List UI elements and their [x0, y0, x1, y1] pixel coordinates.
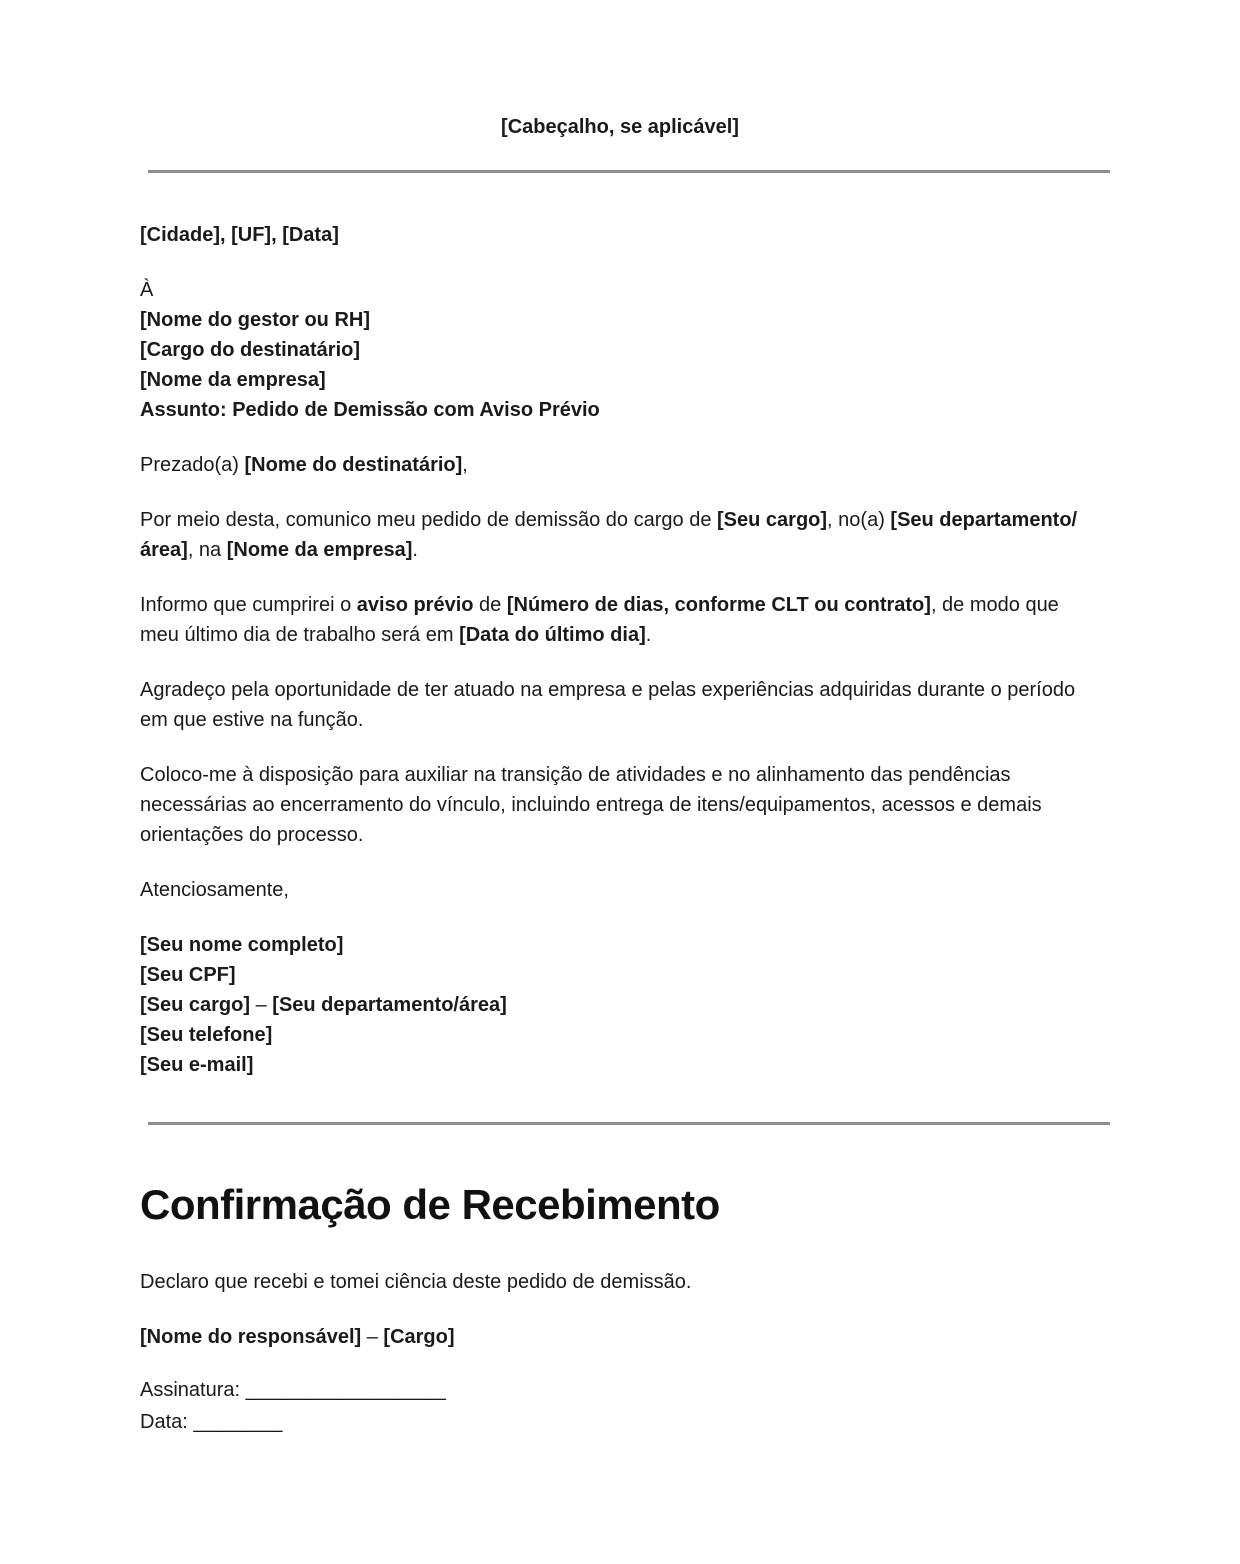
paragraph-resignation-request — [140, 505, 1100, 565]
responsible-separator: – — [361, 1326, 384, 1348]
placeholder-nome-empresa: [Nome da empresa] — [226, 539, 413, 561]
notice-text-4: . — [645, 624, 652, 646]
date-blank-line: ________ — [193, 1411, 283, 1433]
receipt-confirmation-section — [140, 1179, 1100, 1438]
bottom-divider — [148, 1122, 1110, 1125]
placeholder-data-ultimo-dia: [Data do último dia] — [459, 624, 646, 646]
responsible-name-placeholder: [Nome do responsável] — [140, 1326, 362, 1348]
greeting-prefix: Prezado(a) — [140, 454, 245, 476]
signature-field-line — [140, 1374, 1100, 1406]
date-field-line — [140, 1406, 1100, 1438]
request-text-4: . — [412, 539, 418, 561]
paragraph-transition-offer: Coloco-me à disposição para auxiliar na transição de atividades e no alinhamento das pendências necessárias ao encerramento do vínculo, incluindo entrega de itens/equipamentos, acessos e demais orientações do processo. — [140, 764, 1042, 846]
sender-role: [Seu cargo] — [140, 994, 251, 1016]
sender-role-separator: – — [250, 994, 273, 1016]
notice-text-2: de — [473, 594, 507, 616]
confirmation-title: Confirmação de Recebimento — [140, 1181, 720, 1228]
date-field-label: Data: — [140, 1411, 194, 1433]
greeting-line — [140, 450, 1100, 480]
receipt-statement: Declaro que recebi e tomei ciência deste pedido de demissão. — [140, 1271, 692, 1293]
signature-blank-line: __________________ — [245, 1379, 446, 1401]
letter-header-placeholder: [Cabeçalho, se aplicável] — [501, 116, 739, 138]
sender-phone: [Seu telefone] — [140, 1024, 273, 1046]
request-text-1: Por meio desta, comunico meu pedido de demissão do cargo de — [140, 509, 718, 531]
placeholder-seu-cargo: [Seu cargo] — [717, 509, 828, 531]
recipient-name-placeholder: [Nome do destinatário] — [244, 454, 463, 476]
sender-signature-block — [140, 930, 1100, 1080]
responsible-role-placeholder: [Cargo] — [383, 1326, 455, 1348]
recipient-company: [Nome da empresa] — [140, 369, 326, 391]
recipient-block — [140, 275, 1100, 395]
sender-role-line — [140, 990, 1100, 1020]
sender-cpf: [Seu CPF] — [140, 964, 236, 986]
notice-text-1: Informo que cumprirei o — [140, 594, 357, 616]
sender-department: [Seu departamento/área] — [272, 994, 507, 1016]
request-text-2: , no(a) — [827, 509, 891, 531]
placeholder-departamento: [Seu departamento/área] — [140, 509, 1078, 561]
recipient-to: À — [140, 279, 154, 301]
signature-field-label: Assinatura: — [140, 1379, 246, 1401]
greeting-comma: , — [462, 454, 468, 476]
closing-line: Atenciosamente, — [140, 879, 289, 901]
subject-line: Assunto: Pedido de Demissão com Aviso Prévio — [140, 399, 600, 421]
notice-aviso-previo: aviso prévio — [356, 594, 474, 616]
sender-name: [Seu nome completo] — [140, 934, 344, 956]
responsible-line — [140, 1322, 1100, 1352]
date-location-line: [Cidade], [UF], [Data] — [140, 224, 339, 246]
placeholder-numero-dias: [Número de dias, conforme CLT ou contrato] — [506, 594, 931, 616]
sender-email: [Seu e-mail] — [140, 1054, 254, 1076]
paragraph-notice-period — [140, 590, 1100, 650]
request-text-3: , na — [187, 539, 227, 561]
signature-fields-block — [140, 1374, 1100, 1438]
recipient-name: [Nome do gestor ou RH] — [140, 309, 370, 331]
recipient-role: [Cargo do destinatário] — [140, 339, 361, 361]
notice-text-3: , de modo que meu último dia de trabalho será em — [140, 594, 1059, 646]
paragraph-gratitude: Agradeço pela oportunidade de ter atuado na empresa e pelas experiências adquiridas durante o período em que estive na função. — [140, 679, 1076, 731]
top-divider — [148, 170, 1110, 173]
